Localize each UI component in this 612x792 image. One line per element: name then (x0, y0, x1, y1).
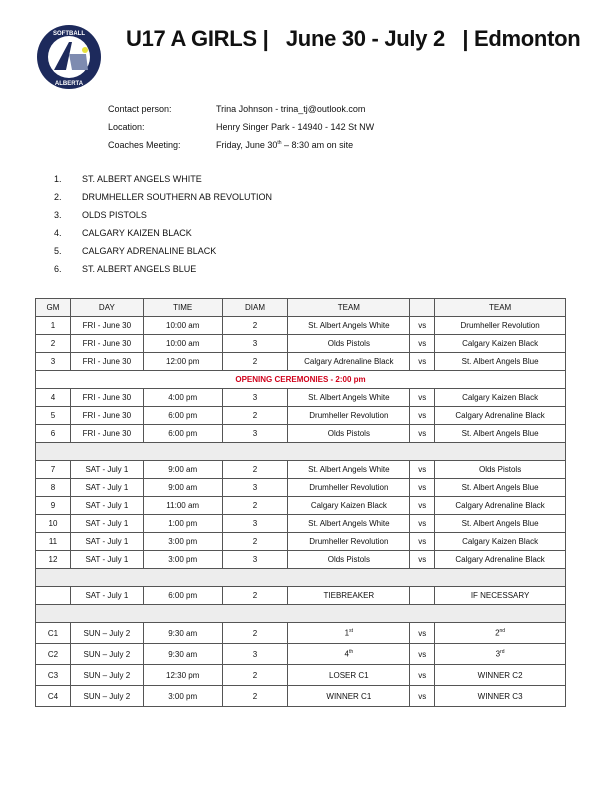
table-cell: vs (410, 479, 435, 497)
event-info (108, 100, 374, 154)
info-label: Location: (108, 122, 145, 132)
table-cell: 7 (36, 461, 71, 479)
table-cell: Olds Pistols (288, 335, 410, 353)
table-cell (288, 623, 410, 644)
table-cell: 5 (36, 407, 71, 425)
column-header: TEAM (435, 299, 566, 317)
team-number: 2. (54, 192, 62, 202)
table-cell: 3 (36, 353, 71, 371)
column-header (410, 299, 435, 317)
table-cell: vs (410, 317, 435, 335)
table-row (36, 353, 566, 371)
table-cell: vs (410, 461, 435, 479)
table-cell: 3 (222, 551, 288, 569)
table-cell: 2 (222, 686, 288, 707)
table-cell: vs (410, 353, 435, 371)
table-cell: 9 (36, 497, 71, 515)
table-cell: Drumheller Revolution (288, 407, 410, 425)
table-cell: FRI - June 30 (70, 353, 143, 371)
table-cell: 2 (222, 407, 288, 425)
table-cell: 1:00 pm (143, 515, 222, 533)
column-header: GM (36, 299, 71, 317)
team-list (54, 170, 272, 278)
table-cell: Drumheller Revolution (288, 533, 410, 551)
table-cell: Calgary Adrenaline Black (435, 551, 566, 569)
table-row (36, 686, 566, 707)
table-row (36, 644, 566, 665)
table-cell: vs (410, 407, 435, 425)
table-cell: vs (410, 515, 435, 533)
table-cell: vs (410, 497, 435, 515)
table-cell: SUN – July 2 (70, 644, 143, 665)
team-number: 3. (54, 210, 62, 220)
ordinal-suffix: rd (500, 649, 505, 656)
team-number: 1. (54, 174, 62, 184)
table-cell: 2 (222, 533, 288, 551)
table-cell: 8 (36, 479, 71, 497)
column-header: DIAM (222, 299, 288, 317)
table-row (36, 497, 566, 515)
table-cell: 9:30 am (143, 644, 222, 665)
info-row (108, 136, 374, 154)
team-list-item (54, 188, 272, 206)
table-cell: Olds Pistols (288, 425, 410, 443)
table-cell: St. Albert Angels Blue (435, 425, 566, 443)
table-cell: 3 (222, 335, 288, 353)
table-cell: 6:00 pm (143, 425, 222, 443)
team-name: CALGARY ADRENALINE BLACK (82, 246, 217, 256)
table-cell: SAT - July 1 (70, 551, 143, 569)
team-list-item (54, 224, 272, 242)
softball-alberta-logo (36, 24, 102, 90)
table-cell: 11 (36, 533, 71, 551)
table-cell: SAT - July 1 (70, 515, 143, 533)
team-number: 4. (54, 228, 62, 238)
team-name: DRUMHELLER SOUTHERN AB REVOLUTION (82, 192, 273, 202)
table-cell: St. Albert Angels Blue (435, 353, 566, 371)
table-cell: 10:00 am (143, 335, 222, 353)
table-cell: 3 (222, 515, 288, 533)
info-value-text: Friday, June 30 (216, 140, 278, 150)
column-header: TIME (143, 299, 222, 317)
table-cell (288, 644, 410, 665)
svg-text:SOFTBALL: SOFTBALL (53, 31, 85, 37)
table-cell: vs (410, 533, 435, 551)
table-cell: SAT - July 1 (70, 587, 143, 605)
cell-text: 2 (495, 628, 500, 638)
cell-text: 1 (344, 628, 350, 638)
table-cell: St. Albert Angels White (288, 461, 410, 479)
table-cell: vs (410, 623, 435, 644)
table-cell: SAT - July 1 (70, 533, 143, 551)
team-number: 6. (54, 264, 62, 274)
ordinal-suffix: st (349, 628, 354, 635)
table-cell: FRI - June 30 (70, 317, 143, 335)
table-cell: IF NECESSARY (435, 587, 566, 605)
table-cell: LOSER C1 (288, 665, 410, 686)
table-cell: Olds Pistols (288, 551, 410, 569)
table-row (36, 533, 566, 551)
table-cell: SAT - July 1 (70, 497, 143, 515)
table-cell: C4 (36, 686, 71, 707)
table-cell: 6 (36, 425, 71, 443)
table-row (36, 335, 566, 353)
svg-text:ALBERTA: ALBERTA (54, 81, 84, 87)
opening-ceremonies-note: OPENING CEREMONIES - 2:00 pm (36, 371, 566, 389)
info-value-text: – 8:30 am on site (281, 140, 354, 150)
table-row (36, 425, 566, 443)
table-cell: 3:00 pm (143, 551, 222, 569)
table-cell: 2 (222, 665, 288, 686)
ordinal-suffix: th (348, 649, 354, 656)
table-cell: vs (410, 551, 435, 569)
table-cell: vs (410, 389, 435, 407)
table-cell: SAT - July 1 (70, 479, 143, 497)
table-row (36, 515, 566, 533)
table-cell: C3 (36, 665, 71, 686)
table-cell (435, 623, 566, 644)
table-cell: Drumheller Revolution (435, 317, 566, 335)
spacer-cell (36, 569, 566, 587)
info-value (216, 140, 353, 150)
table-cell: vs (410, 665, 435, 686)
note-row (36, 371, 566, 389)
table-cell: 12 (36, 551, 71, 569)
team-list-item (54, 242, 272, 260)
table-cell: 12:30 pm (143, 665, 222, 686)
table-row (36, 479, 566, 497)
table-cell: 9:00 am (143, 479, 222, 497)
spacer-row (36, 605, 566, 623)
table-cell: St. Albert Angels Blue (435, 515, 566, 533)
team-name: OLDS PISTOLS (82, 210, 147, 220)
cell-text: 4 (344, 649, 349, 659)
table-cell: 2 (36, 335, 71, 353)
table-cell: St. Albert Angels White (288, 515, 410, 533)
spacer-cell (36, 605, 566, 623)
table-cell: SUN – July 2 (70, 686, 143, 707)
table-cell: 2 (222, 623, 288, 644)
table-cell: 1 (36, 317, 71, 335)
table-cell: 3:00 pm (143, 533, 222, 551)
schedule-table (35, 298, 566, 707)
info-label: Coaches Meeting: (108, 140, 181, 150)
table-cell: 12:00 pm (143, 353, 222, 371)
table-cell: Calgary Kaizen Black (435, 335, 566, 353)
table-cell: 9:00 am (143, 461, 222, 479)
table-cell: Calgary Kaizen Black (435, 533, 566, 551)
page-title: U17 A GIRLS | June 30 - July 2 | Edmonton (126, 26, 581, 51)
table-cell: WINNER C1 (288, 686, 410, 707)
table-cell (36, 587, 71, 605)
table-row (36, 623, 566, 644)
table-cell: SAT - July 1 (70, 461, 143, 479)
table-cell: St. Albert Angels Blue (435, 479, 566, 497)
table-cell: Drumheller Revolution (288, 479, 410, 497)
table-row (36, 317, 566, 335)
info-value: Trina Johnson - trina_tj@outlook.com (216, 104, 366, 114)
info-label: Contact person: (108, 104, 172, 114)
team-name: CALGARY KAIZEN BLACK (82, 228, 192, 238)
table-cell: FRI - June 30 (70, 335, 143, 353)
table-cell: vs (410, 335, 435, 353)
team-list-item (54, 260, 272, 278)
table-cell: FRI - June 30 (70, 389, 143, 407)
table-cell: TIEBREAKER (288, 587, 410, 605)
table-cell: Calgary Adrenaline Black (435, 497, 566, 515)
table-cell: 2 (222, 353, 288, 371)
table-cell: C1 (36, 623, 71, 644)
table-cell (435, 644, 566, 665)
table-cell: 3:00 pm (143, 686, 222, 707)
ordinal-suffix: th (277, 140, 282, 146)
table-cell: 2 (222, 587, 288, 605)
table-cell: WINNER C2 (435, 665, 566, 686)
spacer-cell (36, 443, 566, 461)
team-list-item (54, 170, 272, 188)
table-cell: 2 (222, 317, 288, 335)
column-header: DAY (70, 299, 143, 317)
cell-text: 3 (495, 649, 501, 659)
table-cell: 4:00 pm (143, 389, 222, 407)
table-row (36, 461, 566, 479)
info-value: Henry Singer Park - 14940 - 142 St NW (216, 122, 375, 132)
table-cell: 6:00 pm (143, 587, 222, 605)
table-cell: FRI - June 30 (70, 425, 143, 443)
table-cell (410, 587, 435, 605)
info-row (108, 100, 374, 118)
table-row (36, 389, 566, 407)
table-cell: vs (410, 686, 435, 707)
table-cell: St. Albert Angels White (288, 317, 410, 335)
table-cell: SUN – July 2 (70, 665, 143, 686)
table-cell: Calgary Kaizen Black (435, 389, 566, 407)
table-cell: WINNER C3 (435, 686, 566, 707)
table-header-row (36, 299, 566, 317)
column-header: TEAM (288, 299, 410, 317)
table-cell: 2 (222, 497, 288, 515)
table-row (36, 587, 566, 605)
table-cell: vs (410, 425, 435, 443)
table-cell: SUN – July 2 (70, 623, 143, 644)
spacer-row (36, 443, 566, 461)
team-list-item (54, 206, 272, 224)
table-cell: 3 (222, 644, 288, 665)
table-cell: Calgary Kaizen Black (288, 497, 410, 515)
table-cell: C2 (36, 644, 71, 665)
team-number: 5. (54, 246, 62, 256)
table-cell: 3 (222, 425, 288, 443)
table-cell: 6:00 pm (143, 407, 222, 425)
table-cell: 2 (222, 461, 288, 479)
info-row (108, 118, 374, 136)
table-cell: 3 (222, 479, 288, 497)
table-cell: vs (410, 644, 435, 665)
table-cell: Calgary Adrenaline Black (435, 407, 566, 425)
spacer-row (36, 569, 566, 587)
table-row (36, 665, 566, 686)
table-cell: 3 (222, 389, 288, 407)
table-cell: 9:30 am (143, 623, 222, 644)
table-cell: Calgary Adrenaline Black (288, 353, 410, 371)
ordinal-suffix: nd (499, 628, 506, 635)
table-cell: St. Albert Angels White (288, 389, 410, 407)
team-name: ST. ALBERT ANGELS WHITE (82, 174, 202, 184)
table-cell: 11:00 am (143, 497, 222, 515)
table-cell: 4 (36, 389, 71, 407)
table-cell: 10 (36, 515, 71, 533)
team-name: ST. ALBERT ANGELS BLUE (82, 264, 197, 274)
table-cell: FRI - June 30 (70, 407, 143, 425)
table-row (36, 551, 566, 569)
table-cell: Olds Pistols (435, 461, 566, 479)
table-row (36, 407, 566, 425)
table-cell: 10:00 am (143, 317, 222, 335)
